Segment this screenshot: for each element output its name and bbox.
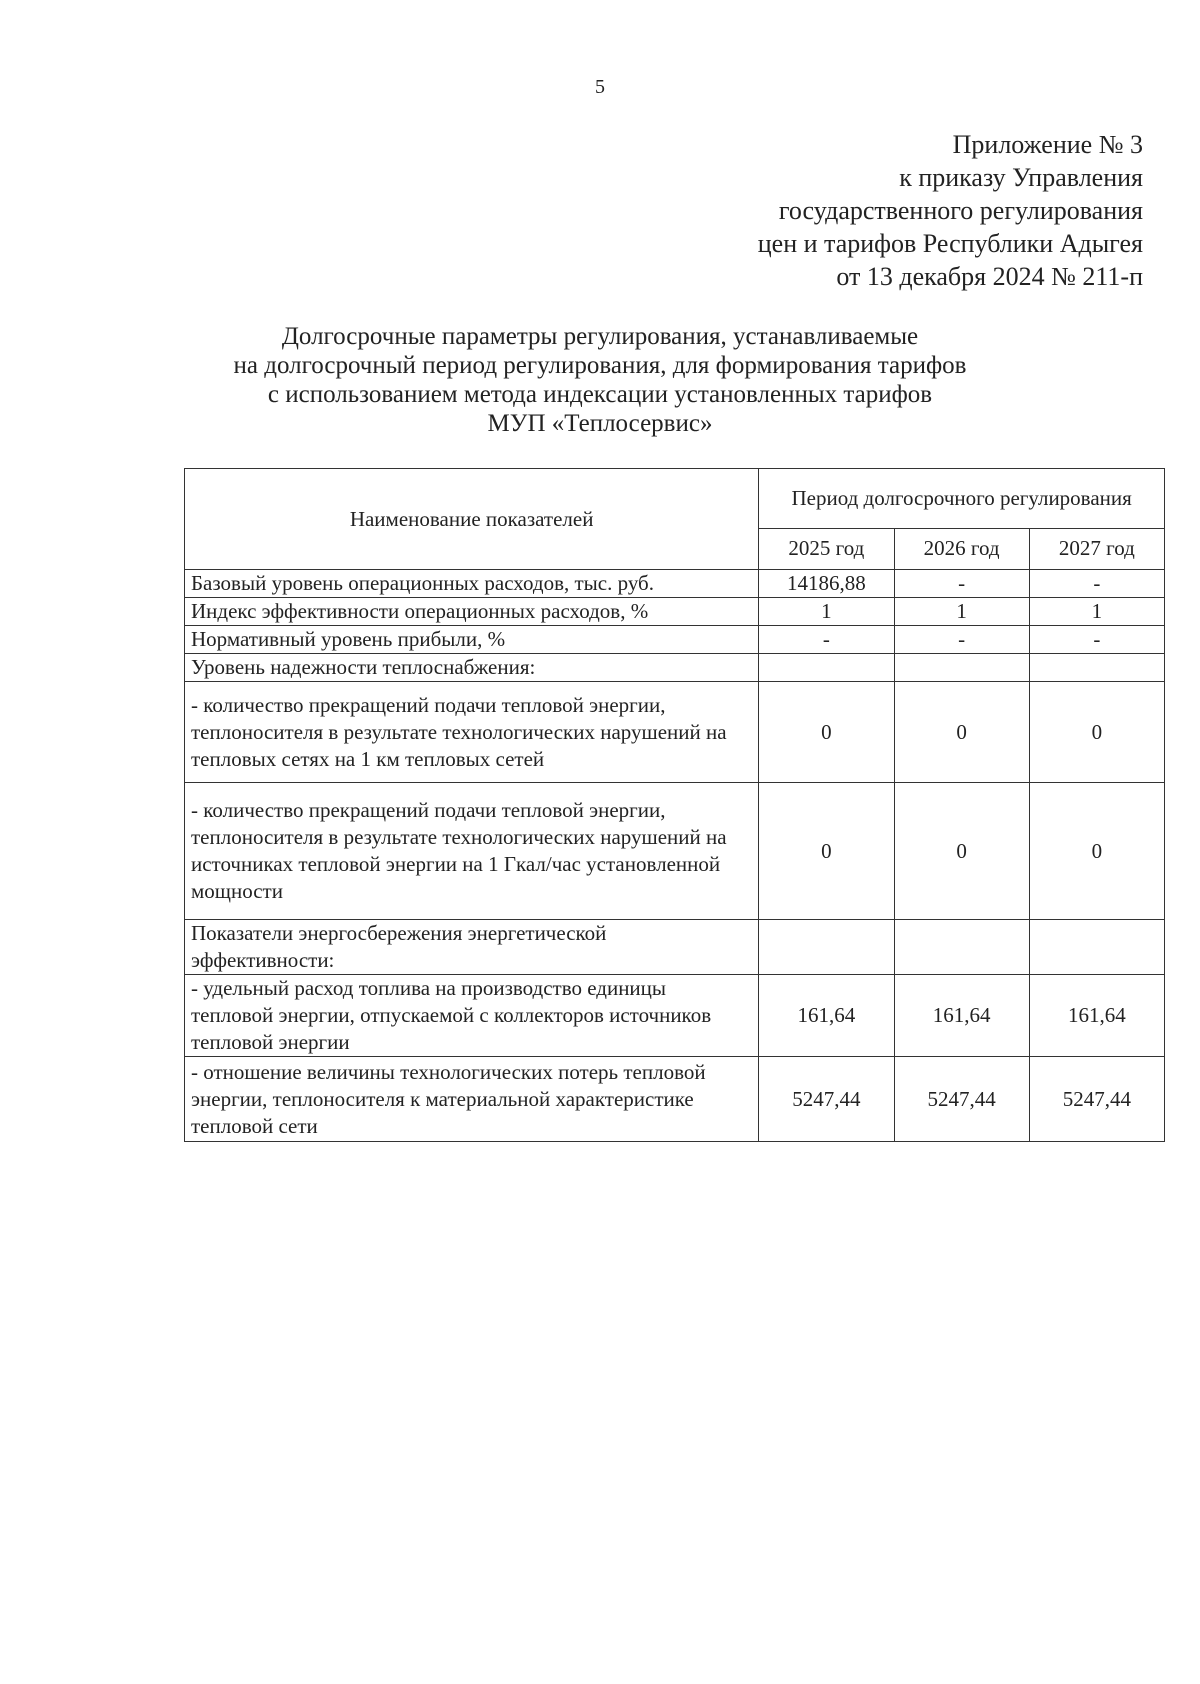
row-value-2026 bbox=[894, 920, 1029, 975]
table-row bbox=[185, 682, 1165, 783]
parameters-table bbox=[184, 468, 1165, 1142]
appendix-header bbox=[758, 128, 1143, 293]
row-value-2025 bbox=[759, 920, 894, 975]
row-name: Показатели энергосбережения энергетической эффективности: bbox=[185, 920, 759, 975]
row-value-2026: 161,64 bbox=[894, 975, 1029, 1057]
row-value-2026 bbox=[894, 654, 1029, 682]
table-row bbox=[185, 920, 1165, 975]
table-row bbox=[185, 783, 1165, 920]
row-value-2026: 1 bbox=[894, 598, 1029, 626]
row-value-2027: 5247,44 bbox=[1029, 1057, 1164, 1142]
row-value-2026: - bbox=[894, 626, 1029, 654]
row-value-2026: - bbox=[894, 570, 1029, 598]
table-row bbox=[185, 570, 1165, 598]
table-row bbox=[185, 1057, 1165, 1142]
row-name: Индекс эффективности операционных расходов, % bbox=[185, 598, 759, 626]
row-value-2025: - bbox=[759, 626, 894, 654]
header-year-2025: 2025 год bbox=[759, 528, 894, 569]
appendix-line: от 13 декабря 2024 № 211-п bbox=[836, 262, 1143, 291]
appendix-line: цен и тарифов Республики Адыгея bbox=[757, 229, 1143, 258]
row-value-2027: 161,64 bbox=[1029, 975, 1164, 1057]
appendix-line: к приказу Управления bbox=[899, 163, 1143, 192]
row-value-2026: 0 bbox=[894, 682, 1029, 783]
header-year-2026: 2026 год bbox=[894, 528, 1029, 569]
row-name: - отношение величины технологических потерь тепловой энергии, теплоносителя к материальной характеристике тепловой сети bbox=[185, 1057, 759, 1142]
table-row bbox=[185, 654, 1165, 682]
appendix-line: Приложение № 3 bbox=[952, 130, 1143, 159]
table-row bbox=[185, 975, 1165, 1057]
row-value-2025: 161,64 bbox=[759, 975, 894, 1057]
title-line: на долгосрочный период регулирования, для формирования тарифов bbox=[233, 352, 967, 379]
title-line: с использованием метода индексации установленных тарифов bbox=[267, 381, 933, 408]
row-value-2026: 0 bbox=[894, 783, 1029, 920]
header-period: Период долгосрочного регулирования bbox=[759, 469, 1165, 529]
row-value-2027: 0 bbox=[1029, 783, 1164, 920]
row-value-2025: 5247,44 bbox=[759, 1057, 894, 1142]
row-value-2025: 0 bbox=[759, 783, 894, 920]
title-line: Долгосрочные параметры регулирования, устанавливаемые bbox=[281, 323, 919, 350]
row-value-2025: 0 bbox=[759, 682, 894, 783]
row-name: - количество прекращений подачи тепловой энергии, теплоносителя в результате технологических нарушений на тепловых сетях на 1 км тепловых сетей bbox=[185, 682, 759, 783]
row-name: Нормативный уровень прибыли, % bbox=[185, 626, 759, 654]
row-value-2027: - bbox=[1029, 570, 1164, 598]
document-title bbox=[0, 322, 1200, 438]
row-name: - количество прекращений подачи тепловой энергии, теплоносителя в результате технологических нарушений на источниках тепловой энергии на 1 Гкал/час установленной мощности bbox=[185, 783, 759, 920]
row-value-2025: 14186,88 bbox=[759, 570, 894, 598]
row-name: Уровень надежности теплоснабжения: bbox=[185, 654, 759, 682]
appendix-line: государственного регулирования bbox=[778, 196, 1143, 225]
header-year-2027: 2027 год bbox=[1029, 528, 1164, 569]
row-value-2027 bbox=[1029, 920, 1164, 975]
row-value-2027 bbox=[1029, 654, 1164, 682]
row-value-2025: 1 bbox=[759, 598, 894, 626]
row-value-2027: - bbox=[1029, 626, 1164, 654]
table-row bbox=[185, 598, 1165, 626]
title-line: МУП «Теплосервис» bbox=[487, 410, 713, 437]
header-indicator-name: Наименование показателей bbox=[185, 469, 759, 570]
row-value-2026: 5247,44 bbox=[894, 1057, 1029, 1142]
row-value-2027: 1 bbox=[1029, 598, 1164, 626]
table-row bbox=[185, 626, 1165, 654]
row-name: Базовый уровень операционных расходов, тыс. руб. bbox=[185, 570, 759, 598]
row-value-2027: 0 bbox=[1029, 682, 1164, 783]
row-name: - удельный расход топлива на производство единицы тепловой энергии, отпускаемой с коллекторов источников тепловой энергии bbox=[185, 975, 759, 1057]
page-number: 5 bbox=[595, 76, 605, 98]
row-value-2025 bbox=[759, 654, 894, 682]
